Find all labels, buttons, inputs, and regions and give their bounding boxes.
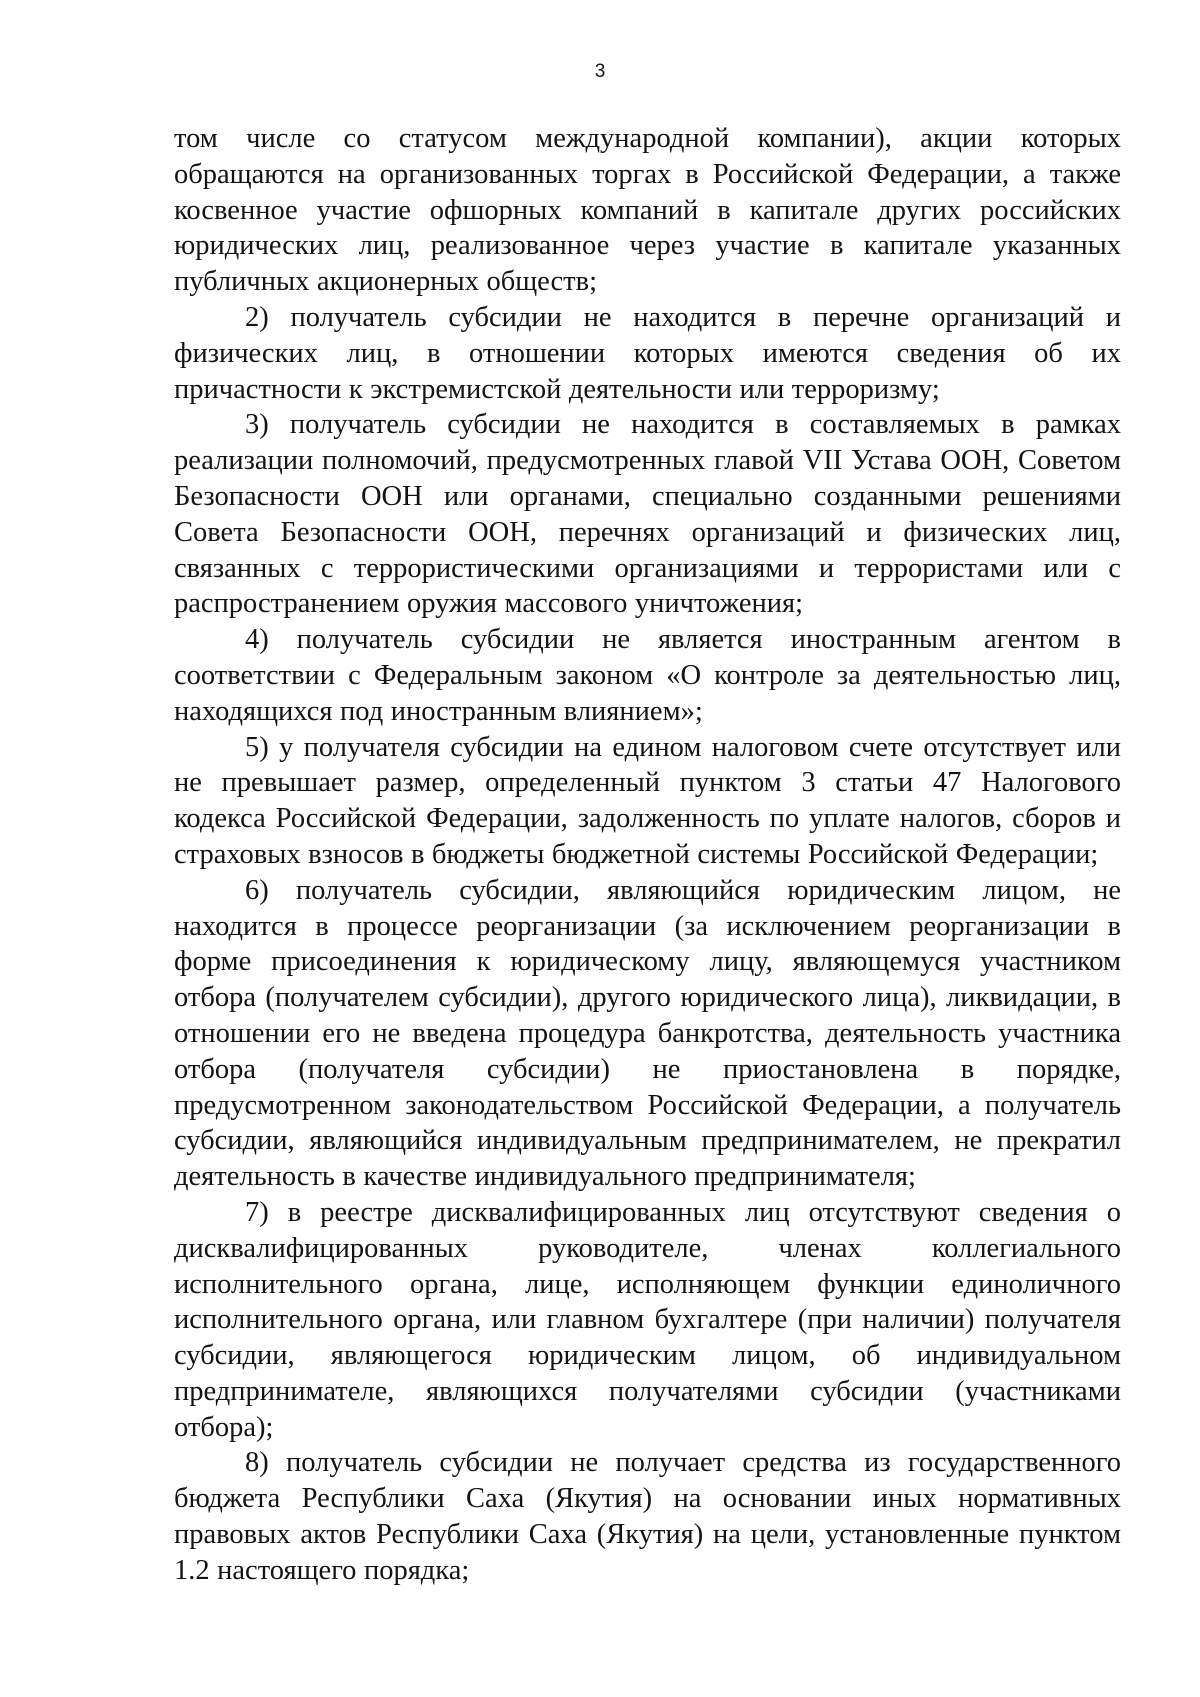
- paragraph-item-7: 7) в реестре дисквалифицированных лиц отсутствуют сведения о дисквалифицированных руководителе, членах коллегиального исполнительного органа, лице, исполняющем функции единоличного исполнительного органа, или главном бухгалтере (при наличии) получателя субсидии, являющегося юридическим лицом, об индивидуальном предпринимателе, являющихся получателями субсидии (участниками отбора);: [174, 1196, 1121, 1443]
- document-body: [174, 121, 1121, 1589]
- page-number: 3: [594, 61, 606, 82]
- paragraph-item-4: 4) получатель субсидии не является иностранным агентом в соответствии с Федеральным законом «О контроле за деятельностью лиц, находящихся под иностранным влиянием»;: [174, 624, 1121, 727]
- paragraph-item-2: 2) получатель субсидии не находится в перечне организаций и физических лиц, в отношении которых имеются сведения об их причастности к экстремистской деятельности или терроризму;: [174, 301, 1121, 405]
- paragraph-continuation: том числе со статусом международной компании), акции которых обращаются на организованных торгах в Российской Федерации, а также косвенное участие офшорных компаний в капитале других российских юридических лиц, реализованное через участие в капитале указанных публичных акционерных обществ;: [174, 123, 1121, 298]
- paragraph-item-8: 8) получатель субсидии не получает средства из государственного бюджета Республики Саха (Якутия) на основании иных нормативных правовых актов Республики Саха (Якутия) на цели, установленные пунктом 1.2 настоящего порядка;: [174, 1447, 1121, 1586]
- paragraph-item-3: 3) получатель субсидии не находится в составляемых в рамках реализации полномочий, предусмотренных главой VII Устава ООН, Советом Безопасности ООН или органами, специально созданными решениями Совета Безопасности ООН, перечнях организаций и физических лиц, связанных с террористическими организациями и террористами или с распространением оружия массового уничтожения;: [174, 409, 1121, 620]
- paragraph-item-6: 6) получатель субсидии, являющийся юридическим лицом, не находится в процессе реорганизации (за исключением реорганизации в форме присоединения к юридическому лицу, являющемуся участником отбора (получателем субсидии), другого юридического лица), ликвидации, в отношении его не введена процедура банкротства, деятельность участника отбора (получателя субсидии) не приостановлена в порядке, предусмотренном законодательством Российской Федерации, а получатель субсидии, являющийся индивидуальным предпринимателем, не прекратил деятельность в качестве индивидуального предпринимателя;: [174, 874, 1121, 1193]
- paragraph-item-5: 5) у получателя субсидии на едином налоговом счете отсутствует или не превышает размер, определенный пунктом 3 статьи 47 Налогового кодекса Российской Федерации, задолженность по уплате налогов, сборов и страховых взносов в бюджеты бюджетной системы Российской Федерации;: [174, 731, 1121, 870]
